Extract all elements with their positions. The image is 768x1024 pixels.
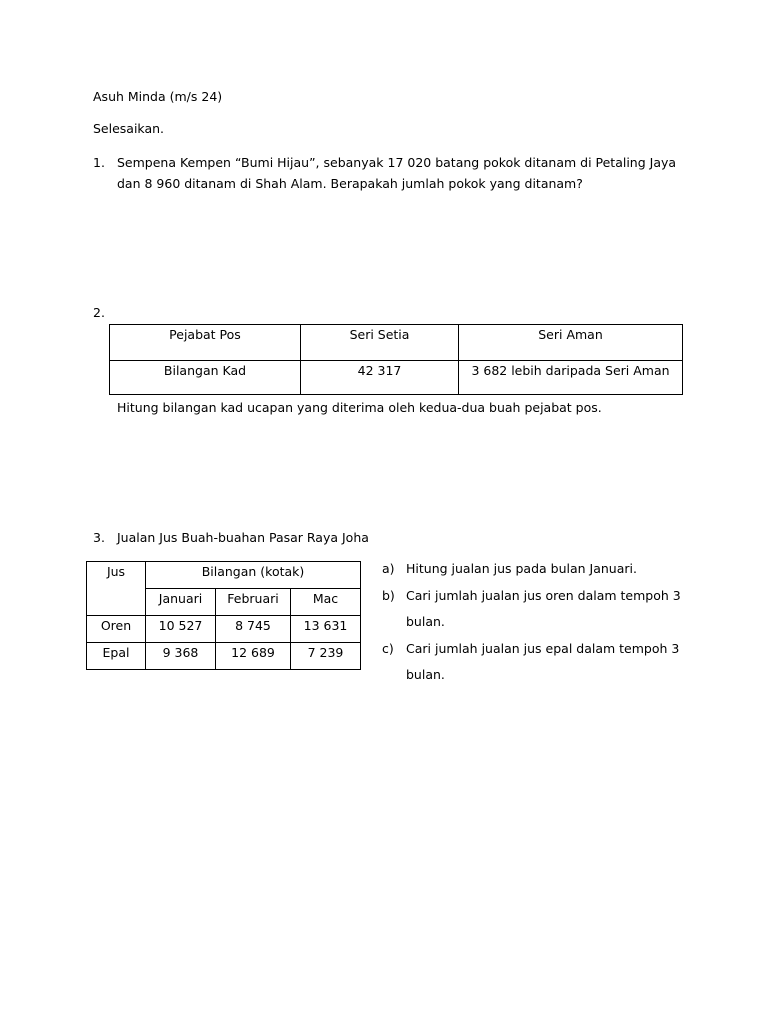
table-header-cell: Mac xyxy=(291,589,361,616)
instruction-text: Selesaikan. xyxy=(93,121,165,136)
table-cell: 9 368 xyxy=(146,643,216,670)
post-office-table xyxy=(109,324,683,395)
juice-sales-table xyxy=(86,561,361,670)
question-1-line-2: dan 8 960 ditanam di Shah Alam. Berapakah jumlah pokok yang ditanam? xyxy=(117,176,583,191)
question-3-number: 3. xyxy=(93,530,105,545)
table-header-cell: Seri Setia xyxy=(301,325,459,361)
table-cell: 12 689 xyxy=(216,643,291,670)
question-3-title: Jualan Jus Buah-buahan Pasar Raya Joha xyxy=(117,530,369,545)
table-header-cell: Januari xyxy=(146,589,216,616)
table-cell: 7 239 xyxy=(291,643,361,670)
subquestion-text-continued: bulan. xyxy=(406,614,445,629)
table-cell: 13 631 xyxy=(291,616,361,643)
question-2-number: 2. xyxy=(93,305,105,320)
worksheet-heading: Asuh Minda (m/s 24) xyxy=(93,89,223,104)
subquestion-text-continued: bulan. xyxy=(406,667,445,682)
question-1-number: 1. xyxy=(93,155,105,170)
table-row xyxy=(87,643,361,670)
subquestion-text: Cari jumlah jualan jus epal dalam tempoh 3 xyxy=(406,641,680,656)
table-row xyxy=(87,616,361,643)
subquestion-label: b) xyxy=(382,588,395,603)
table-row xyxy=(87,562,361,589)
table-row xyxy=(110,361,683,395)
table-header-cell: Februari xyxy=(216,589,291,616)
table-cell: Epal xyxy=(87,643,146,670)
question-2-text: Hitung bilangan kad ucapan yang diterima oleh kedua-dua buah pejabat pos. xyxy=(117,400,602,415)
table-header-cell: Seri Aman xyxy=(459,325,683,361)
question-1-line-1: Sempena Kempen “Bumi Hijau”, sebanyak 17 020 batang pokok ditanam di Petaling Jaya xyxy=(117,155,677,170)
table-cell: 10 527 xyxy=(146,616,216,643)
subquestion-text: Hitung jualan jus pada bulan Januari. xyxy=(406,561,637,576)
table-header-cell: Bilangan (kotak) xyxy=(146,562,361,589)
table-cell: 3 682 lebih daripada Seri Aman xyxy=(459,361,683,395)
table-header-cell: Jus xyxy=(87,562,146,616)
subquestion-label: a) xyxy=(382,561,395,576)
table-cell: Bilangan Kad xyxy=(110,361,301,395)
table-row xyxy=(110,325,683,361)
table-cell: 8 745 xyxy=(216,616,291,643)
table-header-cell: Pejabat Pos xyxy=(110,325,301,361)
table-cell: 42 317 xyxy=(301,361,459,395)
subquestion-label: c) xyxy=(382,641,394,656)
subquestion-text: Cari jumlah jualan jus oren dalam tempoh 3 xyxy=(406,588,681,603)
table-cell: Oren xyxy=(87,616,146,643)
